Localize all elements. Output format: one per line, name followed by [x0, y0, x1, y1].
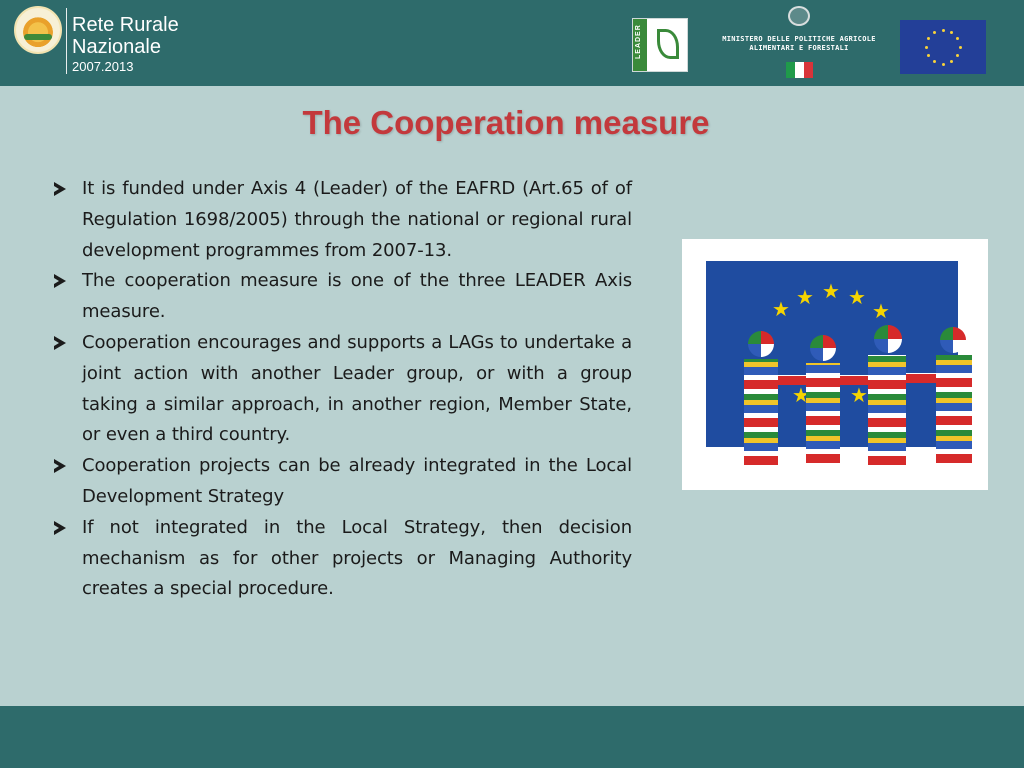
eu-flag-star-icon [927, 37, 930, 40]
bullet-text: Cooperation encourages and supports a LAGs to undertake a joint action with another Leader group, or with a group taking a similar approach, in another region, Member State, or even a third country. [82, 331, 632, 446]
eu-flag-star-icon [959, 46, 962, 49]
european-cooperation-illustration [682, 239, 988, 490]
rete-rurale-logo-icon [14, 6, 62, 54]
figure-head [810, 335, 836, 361]
brand-period: 2007.2013 [72, 59, 134, 74]
flag-figure [868, 355, 906, 465]
eu-flag-star-icon [956, 54, 959, 57]
flag-figure [936, 355, 972, 463]
italy-flag-icon [786, 62, 813, 78]
bullet-list [52, 174, 632, 605]
eu-flag-star-icon [956, 37, 959, 40]
bullet-item [52, 451, 632, 513]
italy-flag-stripe-green [786, 62, 795, 78]
figure-arms [778, 375, 806, 385]
italy-flag-stripe-white [795, 62, 804, 78]
leader-logo-text: LEADER [635, 24, 642, 59]
brand-name-line1: Rete Rurale [72, 14, 179, 36]
arrow-bullet-icon [54, 336, 66, 350]
figure-head [748, 331, 774, 357]
header-band [0, 0, 1024, 86]
footer-band [0, 706, 1024, 768]
brand-divider [66, 8, 67, 74]
eu-flag-star-icon [927, 54, 930, 57]
bullet-text: The cooperation measure is one of the three LEADER Axis measure. [82, 270, 632, 323]
eu-flag-star-icon [942, 29, 945, 32]
figure-head [940, 327, 966, 353]
eu-flag-icon [900, 20, 986, 74]
arrow-bullet-icon [54, 274, 66, 288]
leader-leaf-icon [657, 29, 679, 59]
ministry-name-line2: ALIMENTARI E FORESTALI [749, 44, 849, 52]
bullet-item [52, 328, 632, 451]
flag-figure [744, 359, 778, 465]
bullet-text: If not integrated in the Local Strategy, then decision mechanism as for other projects or Managing Authority creates a special procedure. [82, 516, 632, 600]
figure-arms [840, 375, 868, 385]
figure-arms [906, 373, 936, 383]
figure-head [874, 325, 902, 353]
eu-flag-star-icon [942, 63, 945, 66]
eu-flag-star-icon [950, 31, 953, 34]
eu-flag-star-icon [933, 60, 936, 63]
arrow-bullet-icon [54, 182, 66, 196]
eu-flag-star-icon [933, 31, 936, 34]
eu-flag-star-icon [950, 60, 953, 63]
bullet-text: Cooperation projects can be already integrated in the Local Development Strategy [82, 455, 632, 507]
leader-logo-icon [632, 18, 688, 72]
bullet-item [52, 174, 632, 266]
arrow-bullet-icon [54, 459, 66, 473]
slide-title: The Cooperation measure [302, 104, 710, 141]
italy-flag-stripe-red [804, 62, 813, 78]
bullet-item [52, 266, 632, 328]
bullet-text: It is funded under Axis 4 (Leader) of the EAFRD (Art.65 of of Regulation 1698/2005) through the national or regional rural development programmes from 2007-13. [82, 178, 632, 261]
flag-figure [806, 363, 840, 463]
brand-name-line2: Nazionale [72, 36, 161, 58]
italian-republic-emblem-icon [788, 6, 810, 26]
leader-logo-bar [633, 19, 647, 71]
eu-flag-star-icon [925, 46, 928, 49]
bullet-item [52, 513, 632, 605]
arrow-bullet-icon [54, 521, 66, 535]
ministry-name-line1: MINISTERO DELLE POLITICHE AGRICOLE [722, 35, 876, 43]
